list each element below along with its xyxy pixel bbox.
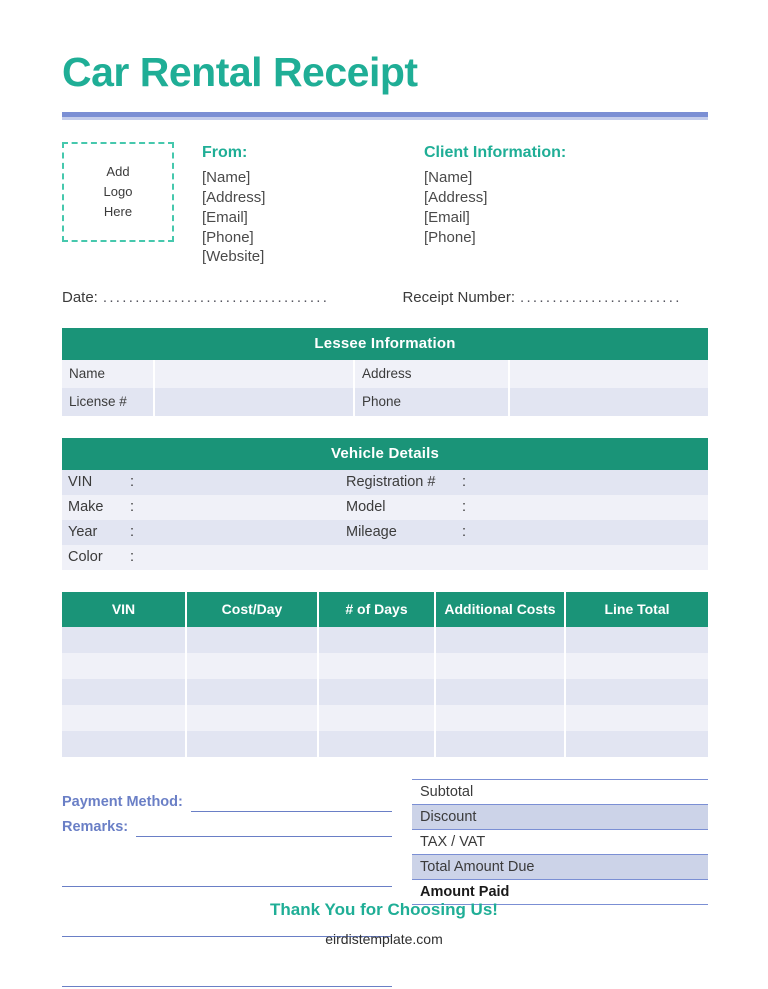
payment-method-label: Payment Method:	[62, 794, 183, 811]
from-phone[interactable]: [Phone]	[202, 228, 254, 246]
item-cost-per-day[interactable]	[186, 679, 318, 705]
table-row	[62, 653, 708, 679]
date-label: Date:	[62, 289, 98, 307]
lessee-name-value[interactable]	[154, 360, 354, 388]
item-line-total[interactable]	[565, 679, 708, 705]
footer-website: eirdistemplate.com	[325, 931, 443, 947]
page-title: Car Rental Receipt	[62, 49, 418, 95]
discount-label: Discount	[420, 809, 477, 826]
items-col-additional-costs: Additional Costs	[435, 592, 565, 627]
item-additional-costs[interactable]	[435, 627, 565, 653]
item-vin[interactable]	[62, 653, 186, 679]
table-row	[62, 705, 708, 731]
items-section	[62, 592, 708, 757]
color-value[interactable]	[148, 545, 340, 570]
mileage-label: Mileage	[340, 520, 462, 545]
date-field[interactable]	[62, 289, 402, 306]
logo-line-3: Here	[103, 204, 133, 220]
table-row	[62, 520, 708, 545]
from-address[interactable]: [Address]	[202, 188, 266, 206]
remarks-rule-4	[62, 985, 392, 987]
item-days[interactable]	[318, 627, 435, 653]
lessee-license-value[interactable]	[154, 388, 354, 416]
item-additional-costs[interactable]	[435, 653, 565, 679]
registration-value[interactable]	[480, 470, 708, 495]
registration-label: Registration #	[340, 470, 462, 495]
date-dotted-line: ...................................	[102, 289, 330, 307]
totals-block	[412, 779, 708, 987]
item-vin[interactable]	[62, 705, 186, 731]
remarks-line-4[interactable]	[62, 962, 392, 987]
vehicle-empty-separator	[462, 545, 480, 570]
payment-method-field[interactable]	[62, 787, 392, 812]
item-days[interactable]	[318, 731, 435, 757]
payment-block	[62, 779, 392, 987]
remarks-rule-2	[62, 885, 392, 887]
client-email[interactable]: [Email]	[424, 208, 470, 226]
item-vin[interactable]	[62, 627, 186, 653]
lessee-address-value[interactable]	[509, 360, 708, 388]
registration-separator: :	[462, 470, 480, 495]
tax-label: TAX / VAT	[420, 834, 486, 851]
vehicle-table	[62, 470, 708, 570]
from-website[interactable]: [Website]	[202, 248, 265, 266]
item-cost-per-day[interactable]	[186, 731, 318, 757]
logo-placeholder[interactable]	[62, 142, 174, 242]
lessee-phone-label: Phone	[354, 388, 509, 416]
item-days[interactable]	[318, 679, 435, 705]
make-value[interactable]	[148, 495, 340, 520]
make-separator: :	[130, 495, 148, 520]
year-label: Year	[62, 520, 130, 545]
item-cost-per-day[interactable]	[186, 627, 318, 653]
totals-row-subtotal[interactable]	[412, 779, 708, 804]
vehicle-section	[62, 438, 708, 570]
footer	[0, 900, 768, 947]
model-separator: :	[462, 495, 480, 520]
receipt-number-dotted-line: .........................	[520, 289, 682, 307]
client-block	[424, 142, 704, 267]
item-cost-per-day[interactable]	[186, 705, 318, 731]
color-separator: :	[130, 545, 148, 570]
lessee-section-heading: Lessee Information	[62, 328, 708, 360]
totals-row-total-due[interactable]	[412, 854, 708, 879]
items-col-days: # of Days	[318, 592, 435, 627]
item-additional-costs[interactable]	[435, 731, 565, 757]
year-value[interactable]	[148, 520, 340, 545]
table-row	[62, 360, 708, 388]
amount-paid-label: Amount Paid	[420, 884, 510, 901]
vehicle-empty-value	[480, 545, 708, 570]
items-col-cost-per-day: Cost/Day	[186, 592, 318, 627]
item-line-total[interactable]	[565, 705, 708, 731]
vehicle-empty-label	[340, 545, 462, 570]
items-header-row	[62, 592, 708, 627]
remarks-label: Remarks:	[62, 819, 129, 836]
year-separator: :	[130, 520, 148, 545]
items-col-line-total: Line Total	[565, 592, 708, 627]
lessee-phone-value[interactable]	[509, 388, 708, 416]
bottom-section	[62, 779, 708, 987]
title-divider-light	[62, 117, 708, 120]
table-row	[62, 679, 708, 705]
vehicle-section-heading: Vehicle Details	[62, 438, 708, 470]
remarks-field[interactable]	[62, 812, 392, 837]
client-address[interactable]: [Address]	[424, 188, 488, 206]
table-row	[62, 470, 708, 495]
items-table	[62, 592, 708, 757]
item-line-total[interactable]	[565, 731, 708, 757]
totals-row-discount[interactable]	[412, 804, 708, 829]
meta-row	[62, 289, 708, 306]
item-vin[interactable]	[62, 731, 186, 757]
vin-label: VIN	[62, 470, 130, 495]
totals-row-tax[interactable]	[412, 829, 708, 854]
item-additional-costs[interactable]	[435, 705, 565, 731]
model-value[interactable]	[480, 495, 708, 520]
from-block	[202, 142, 424, 267]
table-row	[62, 627, 708, 653]
lessee-section	[62, 328, 708, 416]
payment-method-rule	[191, 810, 392, 812]
vin-value[interactable]	[148, 470, 340, 495]
item-vin[interactable]	[62, 679, 186, 705]
receipt-number-label: Receipt Number:	[402, 289, 515, 307]
receipt-number-field[interactable]	[402, 289, 708, 306]
item-line-total[interactable]	[565, 653, 708, 679]
vin-separator: :	[130, 470, 148, 495]
thank-you-message: Thank You for Choosing Us!	[270, 900, 498, 919]
client-heading: Client Information:	[424, 144, 567, 162]
lessee-table	[62, 360, 708, 416]
items-col-vin: VIN	[62, 592, 186, 627]
logo-line-2: Logo	[103, 184, 133, 200]
make-label: Make	[62, 495, 130, 520]
table-row	[62, 545, 708, 570]
logo-line-1: Add	[106, 163, 130, 179]
item-line-total[interactable]	[565, 627, 708, 653]
from-heading: From:	[202, 144, 248, 162]
item-additional-costs[interactable]	[435, 679, 565, 705]
page-content	[62, 0, 708, 987]
subtotal-label: Subtotal	[420, 784, 474, 801]
model-label: Model	[340, 495, 462, 520]
total-amount-due-label: Total Amount Due	[420, 859, 535, 876]
from-email[interactable]: [Email]	[202, 208, 248, 226]
item-days[interactable]	[318, 653, 435, 679]
from-name[interactable]: [Name]	[202, 168, 251, 186]
client-phone[interactable]: [Phone]	[424, 228, 476, 246]
item-days[interactable]	[318, 705, 435, 731]
remarks-spacer	[62, 837, 392, 862]
mileage-value[interactable]	[480, 520, 708, 545]
lessee-name-label: Name	[62, 360, 154, 388]
item-cost-per-day[interactable]	[186, 653, 318, 679]
client-name[interactable]: [Name]	[424, 168, 473, 186]
lessee-address-label: Address	[354, 360, 509, 388]
table-row	[62, 495, 708, 520]
color-label: Color	[62, 545, 130, 570]
table-row	[62, 388, 708, 416]
remarks-line-2[interactable]	[62, 862, 392, 887]
lessee-license-label: License #	[62, 388, 154, 416]
mileage-separator: :	[462, 520, 480, 545]
header-row	[62, 142, 708, 267]
remarks-rule	[136, 835, 392, 837]
table-row	[62, 731, 708, 757]
